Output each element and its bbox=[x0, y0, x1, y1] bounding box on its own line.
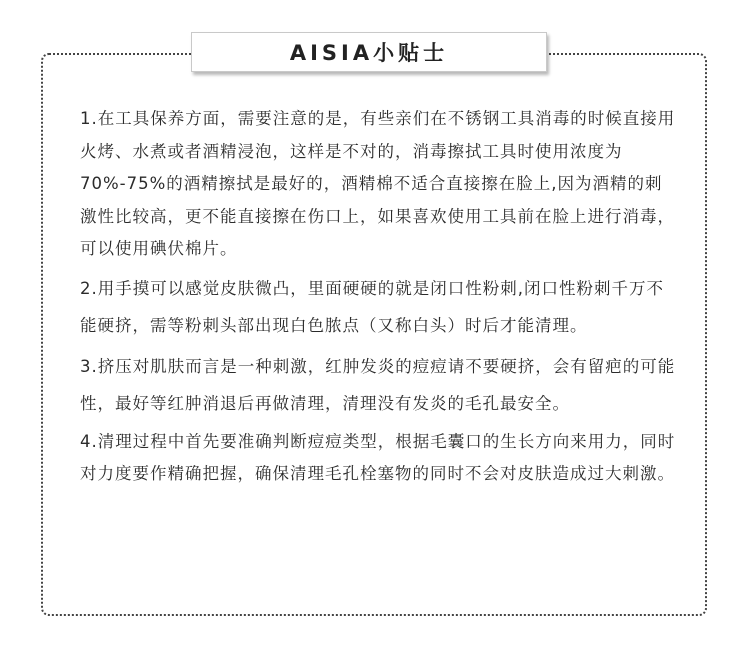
title-banner bbox=[191, 32, 547, 72]
page-title: AISIA小贴士 bbox=[289, 41, 449, 65]
tip-paragraph-4: 4.清理过程中首先要准确判断痘痘类型，根据毛囊口的生长方向来用力，同时对力度要作精确把握，确保清理毛孔栓塞物的同时不会对皮肤造成过大刺激。 bbox=[80, 431, 676, 483]
tip-paragraph-1: 1.在工具保养方面，需要注意的是，有些亲们在不锈钢工具消毒的时候直接用火烤、水煮或者酒精浸泡，这样是不对的，消毒擦拭工具时使用浓度为70%-75%的酒精擦拭是最好的，酒精棉不适合直接擦在脸上,因为酒精的刺激性比较高，更不能直接擦在伤口上，如果喜欢使用工具前在脸上进行消毒，可以使用碘伏棉片。 bbox=[80, 109, 676, 258]
tip-paragraph-2: 2.用手摸可以感觉皮肤微凸，里面硬硬的就是闭口性粉刺,闭口性粉刺千万不能硬挤，需等粉刺头部出现白色脓点（又称白头）时后才能清理。 bbox=[80, 278, 664, 335]
tips-content bbox=[80, 103, 680, 495]
tip-paragraph-3: 3.挤压对肌肤而言是一种刺激，红肿发炎的痘痘请不要硬挤，会有留疤的可能性，最好等红肿消退后再做清理，清理没有发炎的毛孔最安全。 bbox=[80, 356, 676, 413]
